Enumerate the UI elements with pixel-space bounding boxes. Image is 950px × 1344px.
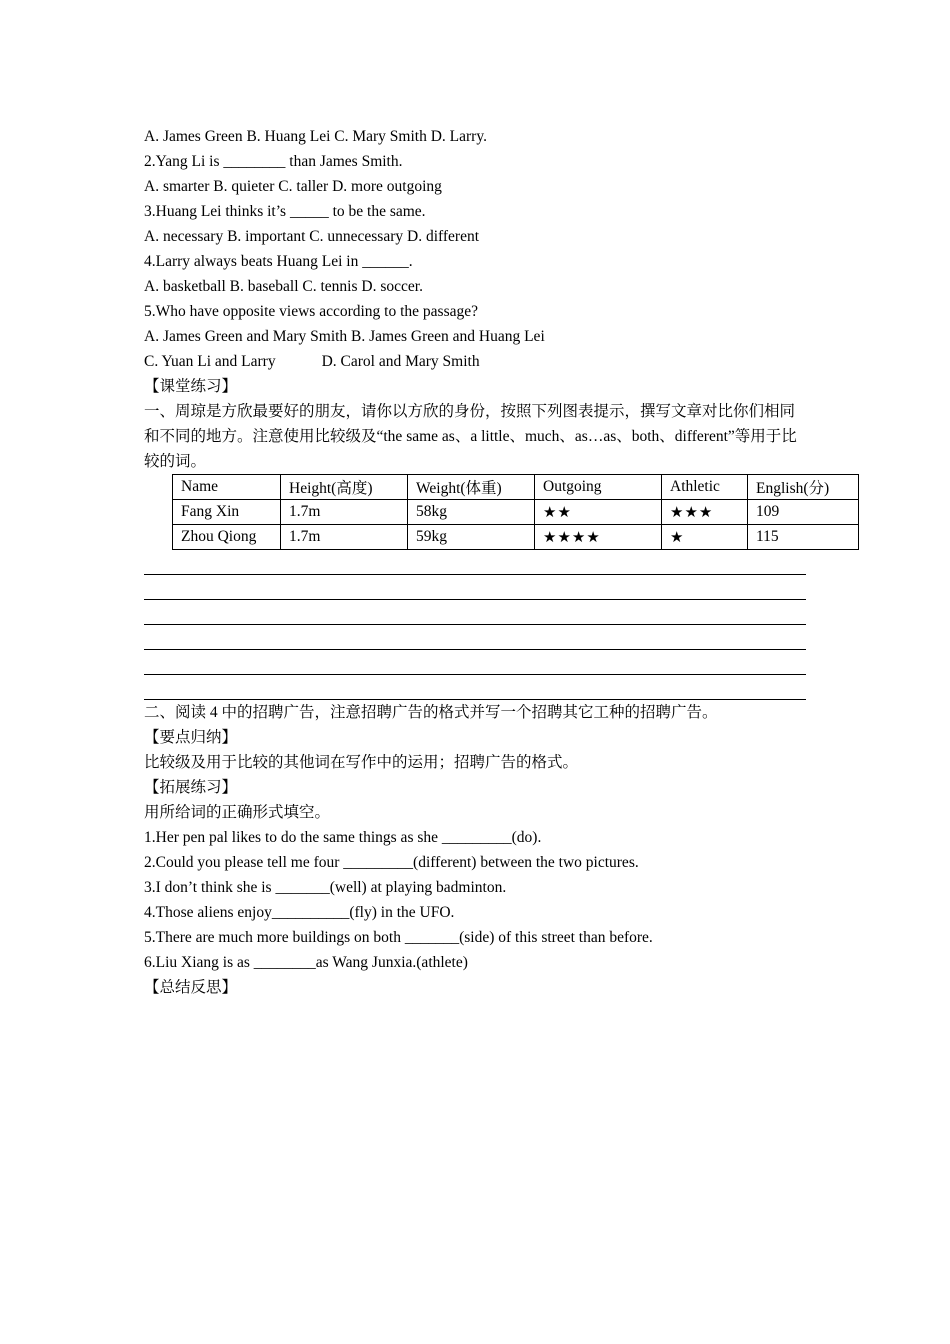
writing-line bbox=[144, 600, 806, 625]
extension-item: 2.Could you please tell me four _________(different) between the two pictures. bbox=[144, 854, 639, 871]
header-athletic: Athletic bbox=[662, 475, 748, 500]
classroom-task2: 二、阅读 4 中的招聘广告，注意招聘广告的格式并写一个招聘其它工种的招聘广告。 bbox=[144, 704, 718, 721]
header-height: Height(高度) bbox=[281, 475, 408, 500]
cell-english: 115 bbox=[748, 525, 859, 550]
table-header-row bbox=[173, 475, 859, 500]
classroom-task1: 一、周琼是方欣最要好的朋友，请你以方欣的身份，按照下列图表提示，撰写文章对比你们相同和不同的地方。注意使用比较级及“the same as、a little、much、as…as、both、different”等用于比较的词。 bbox=[144, 403, 797, 470]
comparison-table bbox=[172, 474, 859, 550]
q4-stem: 4.Larry always beats Huang Lei in ______. bbox=[144, 253, 413, 270]
worksheet-page bbox=[144, 124, 864, 1000]
header-name: Name bbox=[173, 475, 281, 500]
summary-heading: 【总结反思】 bbox=[144, 979, 238, 996]
cell-name: Zhou Qiong bbox=[173, 525, 281, 550]
cell-weight: 58kg bbox=[408, 500, 535, 525]
writing-lines bbox=[144, 550, 864, 700]
writing-line bbox=[144, 675, 806, 700]
classroom-heading: 【课堂练习】 bbox=[144, 378, 238, 395]
writing-line bbox=[144, 575, 806, 600]
cell-height: 1.7m bbox=[281, 500, 408, 525]
extension-item: 6.Liu Xiang is as ________as Wang Junxia.(athlete) bbox=[144, 954, 468, 971]
extension-item: 1.Her pen pal likes to do the same things as she _________(do). bbox=[144, 829, 542, 846]
q1-options: A. James Green B. Huang Lei C. Mary Smith D. Larry. bbox=[144, 128, 487, 145]
q5-options-ab: A. James Green and Mary Smith B. James Green and Huang Lei bbox=[144, 328, 545, 345]
header-english: English(分) bbox=[748, 475, 859, 500]
q5-stem: 5.Who have opposite views according to the passage? bbox=[144, 303, 479, 320]
cell-outgoing-stars: ★★ bbox=[535, 500, 662, 525]
cell-weight: 59kg bbox=[408, 525, 535, 550]
writing-line bbox=[144, 625, 806, 650]
q2-stem: 2.Yang Li is ________ than James Smith. bbox=[144, 153, 403, 170]
extension-heading: 【拓展练习】 bbox=[144, 779, 238, 796]
q4-options: A. basketball B. baseball C. tennis D. soccer. bbox=[144, 278, 423, 295]
cell-name: Fang Xin bbox=[173, 500, 281, 525]
extension-item: 4.Those aliens enjoy__________(fly) in the UFO. bbox=[144, 904, 455, 921]
extension-item: 5.There are much more buildings on both _______(side) of this street than before. bbox=[144, 929, 653, 946]
q5-option-c: C. Yuan Li and Larry bbox=[144, 353, 276, 370]
key-points-text: 比较级及用于比较的其他词在写作中的运用；招聘广告的格式。 bbox=[144, 754, 579, 771]
cell-athletic-stars: ★★★ bbox=[662, 500, 748, 525]
header-outgoing: Outgoing bbox=[535, 475, 662, 500]
header-weight: Weight(体重) bbox=[408, 475, 535, 500]
q3-stem: 3.Huang Lei thinks it’s _____ to be the same. bbox=[144, 203, 426, 220]
table-row bbox=[173, 525, 859, 550]
cell-height: 1.7m bbox=[281, 525, 408, 550]
table-row bbox=[173, 500, 859, 525]
cell-athletic-stars: ★ bbox=[662, 525, 748, 550]
key-points-heading: 【要点归纳】 bbox=[144, 729, 238, 746]
extension-instruction: 用所给词的正确形式填空。 bbox=[144, 804, 331, 821]
q2-options: A. smarter B. quieter C. taller D. more outgoing bbox=[144, 178, 442, 195]
writing-line bbox=[144, 550, 806, 575]
cell-english: 109 bbox=[748, 500, 859, 525]
q5-options-cd bbox=[144, 349, 864, 374]
writing-line bbox=[144, 650, 806, 675]
q5-option-d: D. Carol and Mary Smith bbox=[321, 353, 480, 370]
cell-outgoing-stars: ★★★★ bbox=[535, 525, 662, 550]
q3-options: A. necessary B. important C. unnecessary D. different bbox=[144, 228, 480, 245]
extension-item: 3.I don’t think she is _______(well) at playing badminton. bbox=[144, 879, 507, 896]
